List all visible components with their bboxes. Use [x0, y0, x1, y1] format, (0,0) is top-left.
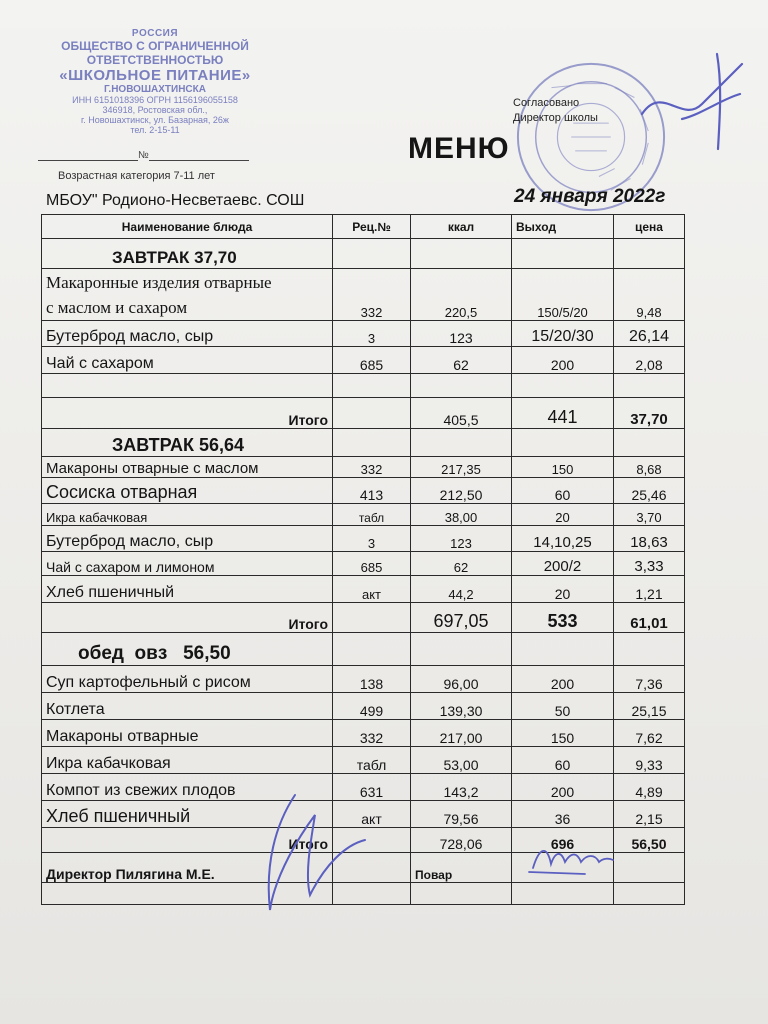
kcal-value: 139,30 [411, 693, 512, 720]
approval-block [513, 96, 598, 126]
table-row [42, 504, 685, 526]
stamp-line: РОССИЯ [131, 28, 179, 39]
total-price: 61,01 [614, 603, 685, 633]
principal-signature-icon [622, 44, 762, 154]
kcal-value: 79,56 [411, 801, 512, 828]
section-title: ЗАВТРАК 37,70 [42, 239, 333, 269]
stamp-line: «ШКОЛЬНОЕ ПИТАНИЕ» [59, 67, 251, 84]
dish-name: Сосиска отварная [42, 478, 333, 504]
recipe-number: 332 [333, 269, 411, 321]
recipe-number: 3 [333, 321, 411, 347]
recipe-number: 138 [333, 666, 411, 693]
table-row [42, 576, 685, 603]
total-label: Итого [42, 603, 333, 633]
table-row [42, 526, 685, 552]
price-value: 18,63 [614, 526, 685, 552]
dish-name: Хлеб пшеничный [42, 801, 333, 828]
header-price: цена [614, 215, 685, 239]
output-value: 60 [512, 747, 614, 774]
price-value: 7,62 [614, 720, 685, 747]
kcal-value: 53,00 [411, 747, 512, 774]
price-value: 2,08 [614, 347, 685, 374]
dish-name: Хлеб пшеничный [42, 576, 333, 603]
total-output: 441 [512, 398, 614, 429]
recipe-number: акт [333, 801, 411, 828]
table-row [42, 347, 685, 374]
recipe-number: 631 [333, 774, 411, 801]
recipe-number: табл [333, 747, 411, 774]
director-signature-icon [255, 785, 375, 920]
table-row [42, 693, 685, 720]
dish-name: Макаронные изделия отварные с маслом и сахаром [42, 269, 333, 321]
output-value: 15/20/30 [512, 321, 614, 347]
table-row [42, 269, 685, 321]
total-label: Итого [42, 398, 333, 429]
recipe-number: 332 [333, 720, 411, 747]
section-row [42, 239, 685, 269]
header-kcal: ккал [411, 215, 512, 239]
dish-name: Бутерброд масло, сыр [42, 526, 333, 552]
output-value: 36 [512, 801, 614, 828]
output-value: 150/5/20 [512, 269, 614, 321]
menu-date: 24 января 2022г [514, 186, 666, 207]
price-value: 4,89 [614, 774, 685, 801]
total-price: 56,50 [614, 828, 685, 853]
kcal-value: 62 [411, 552, 512, 576]
recipe-number: акт [333, 576, 411, 603]
table-row [42, 552, 685, 576]
table-row [42, 747, 685, 774]
output-value: 20 [512, 576, 614, 603]
section-row [42, 633, 685, 666]
output-value: 200 [512, 774, 614, 801]
price-value: 7,36 [614, 666, 685, 693]
dish-name: Макароны отварные [42, 720, 333, 747]
total-label: Итого [42, 828, 333, 853]
table-header-row [42, 215, 685, 239]
recipe-number: 685 [333, 347, 411, 374]
empty-row [42, 374, 685, 398]
kcal-value: 212,50 [411, 478, 512, 504]
section-title: обед овз 56,50 [42, 633, 333, 666]
output-value: 20 [512, 504, 614, 526]
price-value: 3,70 [614, 504, 685, 526]
kcal-value: 44,2 [411, 576, 512, 603]
table-row [42, 321, 685, 347]
output-value: 200/2 [512, 552, 614, 576]
table-row [42, 720, 685, 747]
table-row [42, 478, 685, 504]
price-value: 9,48 [614, 269, 685, 321]
price-value: 3,33 [614, 552, 685, 576]
school-name: МБОУ" Родионо-Несветаевс. СОШ [46, 192, 305, 209]
price-value: 25,15 [614, 693, 685, 720]
stamp-line: ОБЩЕСТВО С ОГРАНИЧЕННОЙ [61, 39, 249, 53]
total-kcal: 405,5 [411, 398, 512, 429]
recipe-number: 413 [333, 478, 411, 504]
cook-signature-icon [525, 838, 615, 880]
header-output: Выход [512, 215, 614, 239]
number-sign: № [138, 150, 149, 161]
dish-name: Чай с сахаром и лимоном [42, 552, 333, 576]
dish-name: Икра кабачковая [42, 747, 333, 774]
dish-name: Суп картофельный с рисом [42, 666, 333, 693]
total-output: 696 [512, 828, 614, 853]
recipe-number: 332 [333, 457, 411, 478]
price-value: 2,15 [614, 801, 685, 828]
price-value: 8,68 [614, 457, 685, 478]
dish-name: Макароны отварные с маслом [42, 457, 333, 478]
dish-name: Икра кабачковая [42, 504, 333, 526]
output-value: 50 [512, 693, 614, 720]
kcal-value: 96,00 [411, 666, 512, 693]
director-label: Директор Пилягина М.Е. [42, 853, 333, 883]
kcal-value: 123 [411, 321, 512, 347]
output-value: 150 [512, 720, 614, 747]
stamp-line: г. Новошахтинск, ул. Базарная, 26ж [81, 115, 229, 125]
table-row [42, 457, 685, 478]
kcal-value: 220,5 [411, 269, 512, 321]
kcal-value: 38,00 [411, 504, 512, 526]
stamp-line: тел. 2-15-11 [130, 125, 180, 135]
total-row [42, 603, 685, 633]
output-value: 200 [512, 347, 614, 374]
company-stamp [40, 28, 270, 135]
kcal-value: 123 [411, 526, 512, 552]
cook-label: Повар [411, 853, 512, 883]
header-recipe: Рец.№ [333, 215, 411, 239]
price-value: 1,21 [614, 576, 685, 603]
dish-name: Компот из свежих плодов [42, 774, 333, 801]
page-title: МЕНЮ [408, 132, 510, 165]
section-title: ЗАВТРАК 56,64 [42, 429, 333, 457]
total-kcal: 728,06 [411, 828, 512, 853]
total-kcal: 697,05 [411, 603, 512, 633]
output-value: 60 [512, 478, 614, 504]
header-dish: Наименование блюда [42, 215, 333, 239]
kcal-value: 217,35 [411, 457, 512, 478]
output-value: 200 [512, 666, 614, 693]
dish-name: Бутерброд масло, сыр [42, 321, 333, 347]
kcal-value: 143,2 [411, 774, 512, 801]
section-row [42, 429, 685, 457]
stamp-line: Г.НОВОШАХТИНСКА [104, 84, 206, 95]
total-price: 37,70 [614, 398, 685, 429]
stamp-line: 346918, Ростовская обл., [102, 105, 208, 115]
table-row [42, 666, 685, 693]
dish-name: Чай с сахаром [42, 347, 333, 374]
approval-line: Согласовано [513, 97, 580, 109]
total-row [42, 398, 685, 429]
recipe-number: табл [333, 504, 411, 526]
approval-line: Директор школы [513, 112, 598, 124]
price-value: 26,14 [614, 321, 685, 347]
output-value: 150 [512, 457, 614, 478]
total-output: 533 [512, 603, 614, 633]
recipe-number: 3 [333, 526, 411, 552]
dish-name: Котлета [42, 693, 333, 720]
recipe-number: 499 [333, 693, 411, 720]
kcal-value: 217,00 [411, 720, 512, 747]
recipe-number: 685 [333, 552, 411, 576]
output-value: 14,10,25 [512, 526, 614, 552]
stamp-line: ИНН 6151018396 ОГРН 1156196055158 [72, 95, 238, 105]
price-value: 9,33 [614, 747, 685, 774]
stamp-line: ОТВЕТСТВЕННОСТЬЮ [86, 53, 224, 67]
kcal-value: 62 [411, 347, 512, 374]
document-number-line [38, 150, 249, 161]
age-category: Возрастная категория 7-11 лет [58, 170, 215, 182]
price-value: 25,46 [614, 478, 685, 504]
